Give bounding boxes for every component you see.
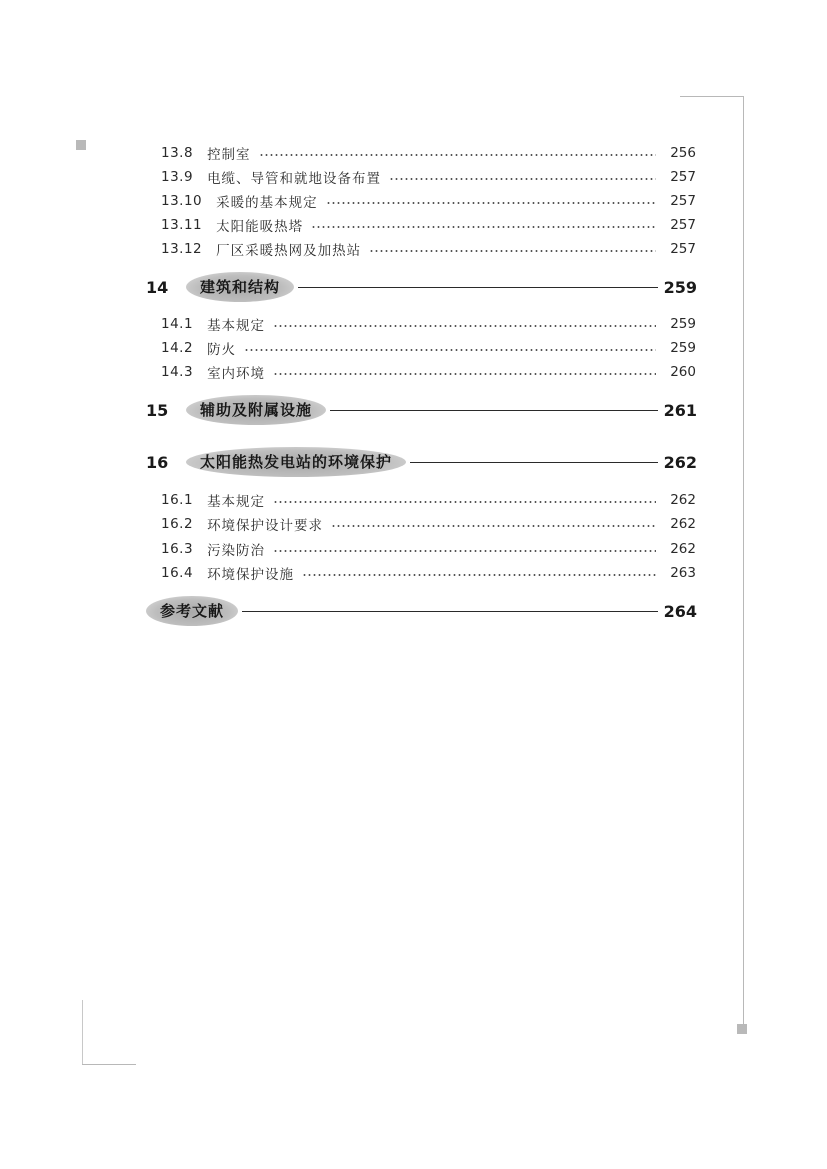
section-number: 16.2 bbox=[161, 516, 194, 532]
dot-leader bbox=[244, 349, 656, 351]
dot-leader bbox=[311, 226, 656, 228]
chapter-number: 16 bbox=[146, 452, 169, 472]
chapter-page-number: 261 bbox=[663, 400, 697, 420]
section-number: 14.1 bbox=[161, 316, 194, 332]
section-title: 控制室 bbox=[207, 147, 251, 163]
chapter-title: 建筑和结构 bbox=[186, 272, 294, 302]
toc-entry-14-3[interactable] bbox=[161, 361, 696, 383]
page-number: 262 bbox=[670, 516, 696, 532]
page-number: 259 bbox=[670, 316, 696, 332]
toc-entry-13-12[interactable] bbox=[161, 238, 696, 260]
page-number: 262 bbox=[670, 492, 696, 508]
page-number: 257 bbox=[670, 169, 696, 185]
section-title: 基本规定 bbox=[207, 494, 266, 510]
section-title: 厂区采暖热网及加热站 bbox=[216, 243, 362, 259]
dot-leader bbox=[326, 202, 656, 204]
dot-leader bbox=[331, 525, 656, 527]
page-number: 259 bbox=[670, 340, 696, 356]
chapter-rule bbox=[298, 287, 658, 288]
toc-entry-16-1[interactable] bbox=[161, 489, 696, 511]
page-number: 256 bbox=[670, 145, 696, 161]
references-page-number: 264 bbox=[663, 601, 697, 621]
dot-leader bbox=[302, 574, 656, 576]
page-number: 263 bbox=[670, 565, 696, 581]
chapter-page-number: 262 bbox=[663, 452, 697, 472]
toc-entry-14-1[interactable] bbox=[161, 313, 696, 335]
dot-leader bbox=[273, 373, 656, 375]
chapter-number: 15 bbox=[146, 400, 169, 420]
chapter-title: 太阳能热发电站的环境保护 bbox=[186, 447, 406, 477]
section-title: 太阳能吸热塔 bbox=[216, 219, 304, 235]
section-number: 16.3 bbox=[161, 541, 194, 557]
toc-entry-13-9[interactable] bbox=[161, 166, 696, 188]
toc-entry-13-10[interactable] bbox=[161, 190, 696, 212]
dot-leader bbox=[259, 154, 656, 156]
toc-references[interactable] bbox=[146, 594, 697, 628]
dot-leader bbox=[273, 550, 656, 552]
page-number: 262 bbox=[670, 541, 696, 557]
chapter-rule bbox=[242, 611, 658, 612]
dot-leader bbox=[369, 250, 656, 252]
chapter-page-number: 259 bbox=[663, 277, 697, 297]
section-title: 环境保护设施 bbox=[207, 567, 295, 583]
section-number: 13.12 bbox=[161, 241, 203, 257]
section-number: 14.3 bbox=[161, 364, 194, 380]
toc-chapter-14[interactable] bbox=[146, 270, 697, 304]
section-title: 室内环境 bbox=[207, 366, 266, 382]
section-title: 防火 bbox=[207, 342, 237, 358]
page-number: 257 bbox=[670, 217, 696, 233]
dot-leader bbox=[273, 325, 656, 327]
section-number: 13.10 bbox=[161, 193, 203, 209]
references-title: 参考文献 bbox=[146, 596, 238, 626]
page-number: 257 bbox=[670, 193, 696, 209]
section-number: 13.9 bbox=[161, 169, 194, 185]
toc-entry-16-3[interactable] bbox=[161, 538, 696, 560]
chapter-number: 14 bbox=[146, 277, 169, 297]
section-number: 14.2 bbox=[161, 340, 194, 356]
section-number: 13.8 bbox=[161, 145, 194, 161]
section-number: 13.11 bbox=[161, 217, 203, 233]
section-title: 环境保护设计要求 bbox=[207, 518, 324, 534]
section-number: 16.1 bbox=[161, 492, 194, 508]
section-title: 基本规定 bbox=[207, 318, 266, 334]
toc-entry-14-2[interactable] bbox=[161, 337, 696, 359]
dot-leader bbox=[273, 501, 656, 503]
chapter-rule bbox=[330, 410, 658, 411]
toc-entry-16-2[interactable] bbox=[161, 513, 696, 535]
toc-chapter-16[interactable] bbox=[146, 445, 697, 479]
section-number: 16.4 bbox=[161, 565, 194, 581]
toc-entry-13-8[interactable] bbox=[161, 142, 696, 164]
toc-entry-13-11[interactable] bbox=[161, 214, 696, 236]
chapter-title: 辅助及附属设施 bbox=[186, 395, 326, 425]
toc-chapter-15[interactable] bbox=[146, 393, 697, 427]
page-number: 257 bbox=[670, 241, 696, 257]
toc-entry-16-4[interactable] bbox=[161, 562, 696, 584]
chapter-rule bbox=[410, 462, 658, 463]
section-title: 采暖的基本规定 bbox=[216, 195, 318, 211]
section-title: 污染防治 bbox=[207, 543, 266, 559]
dot-leader bbox=[389, 178, 656, 180]
section-title: 电缆、导管和就地设备布置 bbox=[207, 171, 382, 187]
page-number: 260 bbox=[670, 364, 696, 380]
